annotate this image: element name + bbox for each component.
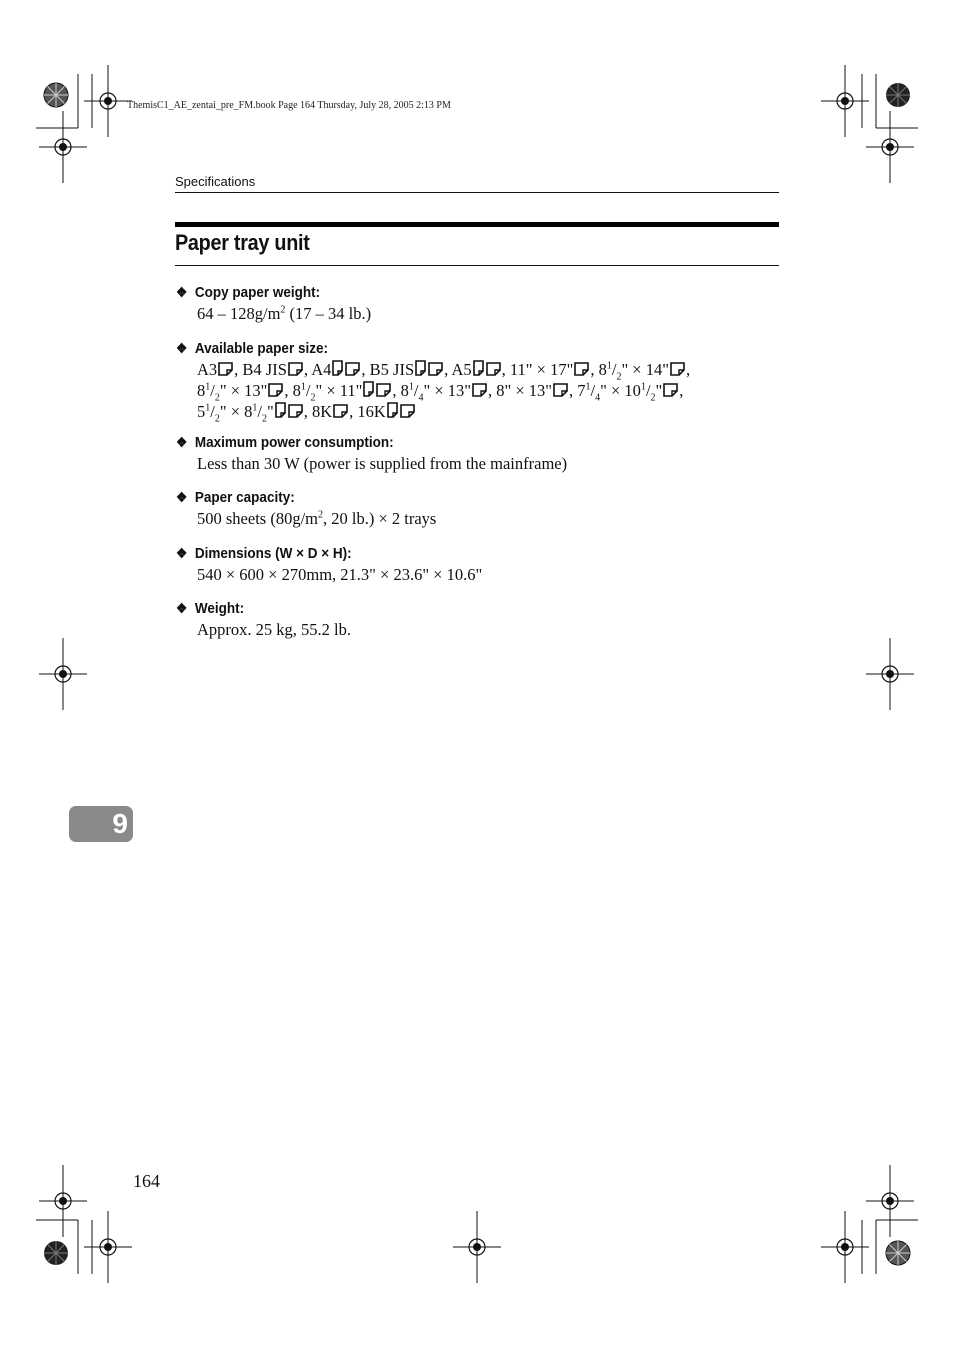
spec-label: Copy paper weight: xyxy=(194,284,321,301)
spec-value: 500 sheets ($80g/m^2$, 20 lb.) × 2 trays xyxy=(197,509,437,528)
spec-value: Less than 30 W (power is supplied from the mainframe) xyxy=(197,454,568,473)
paper-size-line-2: $8^1/_2$" × 13" , $8^1/_2$" × 11" , $8^1/_4$" × 13" , 8" × 13" , $7^1/_4$" × $10^1/_2$" , xyxy=(197,381,684,404)
diamond-bullet-icon: ❖ xyxy=(176,489,188,505)
print-header: ThemisC1_AE_zentai_pre_FM.book Page 164 Thursday, July 28, 2005 2:13 PM xyxy=(127,100,451,111)
spec-label: Dimensions (W × D × H): xyxy=(194,545,352,562)
spec-label: Paper capacity: xyxy=(194,489,295,506)
spec-label: Maximum power consumption: xyxy=(194,434,394,451)
running-head: Specifications xyxy=(175,174,256,189)
paper-size-line-1: A3 , B4 JIS , A4 , B5 JIS , A5 , 11" × 17" , $8^1/_2$" × 14" , xyxy=(197,360,691,383)
diamond-bullet-icon: ❖ xyxy=(176,340,188,356)
spec-value: Approx. 25 kg, 55.2 lb. xyxy=(197,620,351,639)
spec-value: 540 × 600 × 270mm, 21.3" × 23.6" × 10.6" xyxy=(197,565,483,584)
spec-value: $64 - 128g/m^2$ (17 – 34 lb.) xyxy=(197,304,372,323)
crop-marks xyxy=(36,74,918,1274)
diamond-bullet-icon: ❖ xyxy=(176,545,188,561)
paper-size-line-3: $5^1/_2$" × $8^1/_2$" , 8K , 16K xyxy=(197,402,780,423)
spec-label: Weight: xyxy=(194,600,245,617)
spec-label: Available paper size: xyxy=(194,340,328,357)
diamond-bullet-icon: ❖ xyxy=(176,600,188,616)
chapter-tab: 9 xyxy=(69,806,133,842)
diamond-bullet-icon: ❖ xyxy=(176,434,188,450)
page-number: 164 xyxy=(133,1171,160,1191)
diamond-bullet-icon: ❖ xyxy=(176,284,188,300)
section-title: Paper tray unit xyxy=(175,230,310,255)
